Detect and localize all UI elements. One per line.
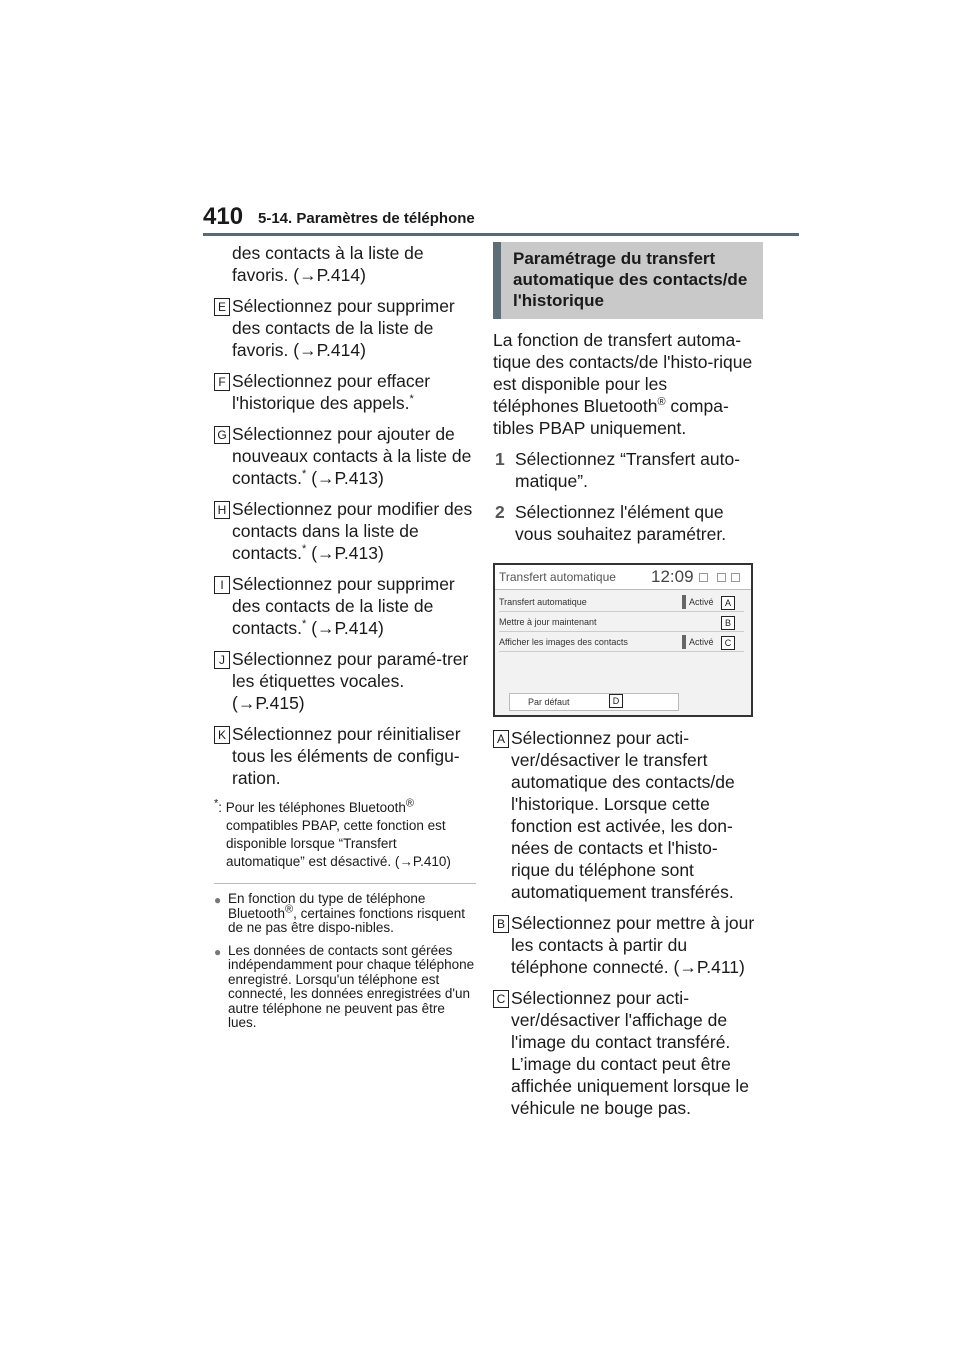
badge-g: G — [214, 426, 230, 444]
default-button[interactable]: Par défaut — [509, 693, 679, 711]
item-b-text: Sélectionnez pour mettre à jour les contacts à partir du téléphone connecté. (→P.411) — [511, 913, 755, 977]
item-h — [214, 498, 476, 564]
footnote-mark: * — [302, 468, 307, 481]
footnote-rest: compatibles PBAP, cette fonction est disponible lorsque “Transfert automatique” est désactivé. (→P.410) — [226, 818, 451, 869]
footnote-mark: * — [409, 393, 414, 406]
item-c-text: Sélectionnez pour acti-ver/désactiver l'affichage de l'image du contact transféré. L’image du contact peut être affichée uniquement lorsque le véhicule ne bouge pas. — [511, 988, 750, 1118]
step-1 — [493, 448, 755, 492]
step-2-number: 2 — [495, 502, 505, 522]
item-g-ref: (→P.413) — [306, 468, 384, 488]
note-1-b: , certaines fonctions risquent de ne pas être dispo-nibles. — [228, 905, 465, 935]
screen-row-update-now[interactable] — [499, 613, 744, 632]
item-g-text: Sélectionnez pour ajouter de nouveaux contacts à la liste de contacts. — [232, 424, 472, 488]
item-a — [493, 727, 755, 903]
step-2 — [493, 501, 755, 545]
row-value: Activé — [689, 637, 714, 647]
step-2-text: Sélectionnez l'élément que vous souhaitez paramétrer. — [515, 502, 727, 544]
screen-title: Transfert automatique — [499, 570, 616, 584]
section-box-title: Paramétrage du transfert automatique des contacts/de l'historique — [493, 242, 763, 319]
item-a-text: Sélectionnez pour acti-ver/désactiver le transfert automatique des contacts/de l'historique. Lorsque cette fonction est activée, les don-nées de contacts et l'histo-rique du téléphone sont automatiquement transférés. — [511, 728, 735, 902]
bullet-icon: ● — [214, 944, 222, 959]
row-label: Afficher les images des contacts — [499, 637, 628, 647]
footnote — [214, 799, 476, 871]
footnote-prefix: : Pour les téléphones Bluetooth — [218, 800, 406, 815]
item-k — [214, 723, 476, 789]
registered-mark: ® — [657, 396, 666, 409]
notes-divider — [214, 883, 476, 884]
row-label: Transfert automatique — [499, 597, 587, 607]
item-i-text: Sélectionnez pour supprimer des contacts de la liste de contacts. — [232, 574, 455, 638]
item-h-ref: (→P.413) — [306, 543, 384, 563]
right-column — [493, 242, 755, 1128]
footnote-mark: * — [302, 618, 307, 631]
badge-h: H — [214, 501, 230, 519]
step-1-text: Sélectionnez “Transfert auto-matique”. — [515, 449, 741, 491]
intro-b: compa-tibles PBAP uniquement. — [493, 396, 729, 438]
left-column — [214, 242, 476, 1039]
item-i-ref: (→P.414) — [306, 618, 384, 638]
bullet-icon: ● — [214, 893, 222, 907]
intro-a: La fonction de transfert automa-tique des contacts/de l'histo-rique est disponible pour les téléphones Bluetooth — [493, 330, 753, 416]
note-1-a: En fonction du type de téléphone Bluetooth — [228, 891, 426, 921]
row-value: Activé — [689, 597, 714, 607]
section-title: 5-14. Paramètres de téléphone — [258, 210, 475, 227]
lock-icon — [717, 573, 726, 582]
callout-b: B — [721, 616, 735, 630]
item-b — [493, 912, 755, 978]
item-e — [214, 295, 476, 361]
badge-c: C — [493, 990, 509, 1008]
screen-illustration — [493, 563, 753, 717]
status-icon — [699, 573, 708, 582]
header-rule — [203, 233, 799, 236]
badge-f: F — [214, 373, 230, 391]
item-c — [493, 987, 755, 1119]
intro-paragraph — [493, 329, 755, 439]
row-label: Mettre à jour maintenant — [499, 617, 597, 627]
page-number: 410 — [203, 203, 244, 230]
screen-row-contact-images[interactable] — [499, 633, 744, 652]
battery-icon — [731, 573, 740, 582]
screen-header — [495, 565, 751, 590]
footnote-mark: * — [302, 543, 307, 556]
item-h-text: Sélectionnez pour modifier des contacts dans la liste de contacts. — [232, 499, 473, 563]
registered-mark: ® — [285, 903, 294, 915]
note-2 — [214, 944, 476, 1031]
badge-j: J — [214, 651, 230, 669]
item-f — [214, 370, 476, 414]
note-1 — [214, 892, 476, 936]
item-j — [214, 648, 476, 714]
badge-b: B — [493, 915, 509, 933]
item-i — [214, 573, 476, 639]
badge-i: I — [214, 576, 230, 594]
badge-e: E — [214, 298, 230, 316]
screen-row-auto-transfer[interactable] — [499, 593, 744, 612]
toggle-indicator — [682, 595, 686, 609]
item-j-text: Sélectionnez pour paramé-trer les étiquettes vocales. (→P.415) — [232, 649, 469, 713]
intro-continued: des contacts à la liste de favoris. (→P.414) — [232, 243, 424, 285]
callout-a: A — [721, 596, 735, 610]
screen-clock: 12:09 — [651, 567, 694, 586]
item-k-text: Sélectionnez pour réinitialiser tous les éléments de configu-ration. — [232, 724, 461, 788]
item-e-text: Sélectionnez pour supprimer des contacts de la liste de favoris. (→P.414) — [232, 296, 455, 360]
callout-c: C — [721, 636, 735, 650]
callout-d: D — [609, 694, 623, 708]
badge-a: A — [493, 730, 509, 748]
item-g — [214, 423, 476, 489]
item-f-text: Sélectionnez pour effacer l'historique des appels. — [232, 371, 431, 413]
step-1-number: 1 — [495, 449, 505, 469]
toggle-indicator — [682, 635, 686, 649]
note-2-a: Les données de contacts sont gérées indépendamment pour chaque téléphone enregistré. Lorsqu'un téléphone est connecté, les données enregistrées d'un autre téléphone ne peuvent pas être lues. — [228, 942, 475, 1030]
badge-k: K — [214, 726, 230, 744]
footnote-star: * — [214, 797, 219, 810]
registered-mark: ® — [405, 797, 415, 810]
